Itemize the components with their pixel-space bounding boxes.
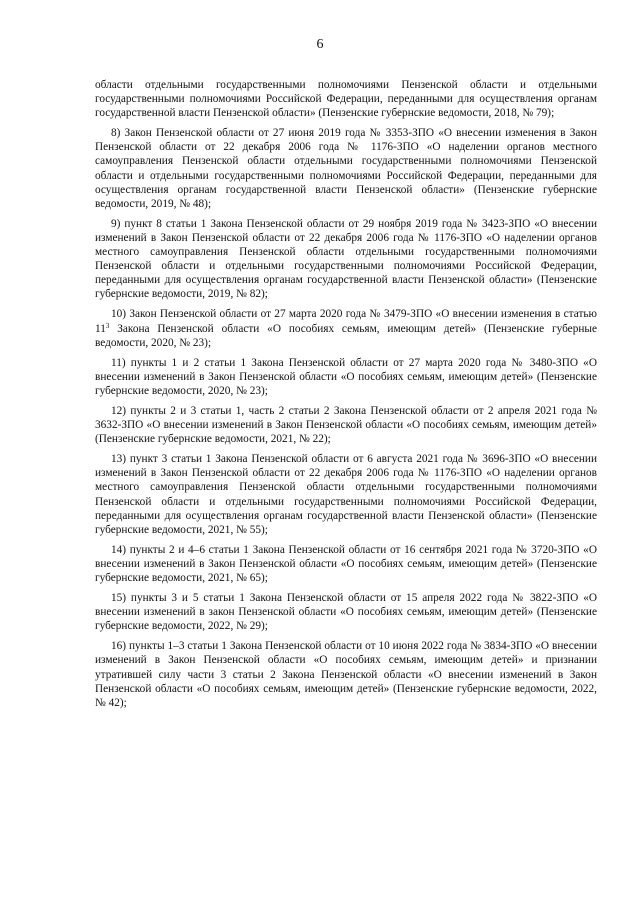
paragraph-continuation: области отдельными государственными полномочиями Пензенской области и отдельными государственными полномочиями Российской Федерации, переданными для осуществления органам государственной власти Пензенской области» (Пензенские губернские ведомости, 2018, № 79); [95, 79, 597, 120]
list-item-16: 16) пункты 1–3 статьи 1 Закона Пензенской области от 10 июня 2022 года № 3834-ЗПО «О внесении изменений в Закон Пензенской области «О пособиях семьям, имеющим детей» и признании утратившей силу части 3 статьи 2 Закона Пензенской области «О внесении изменений в Закон Пензенской области «О пособиях семьям, имеющим детей» (Пензенские губернские ведомости, 2022, № 42); [95, 640, 597, 709]
list-item-14: 14) пункты 2 и 4–6 статьи 1 Закона Пензенской области от 16 сентября 2021 года № 3720-ЗПО «О внесении изменений в Закон Пензенской области «О пособиях семьям, имеющим детей» (Пензенские губернские ведомости, 2021, № 65); [95, 543, 597, 584]
list-item-13: 13) пункт 3 статьи 1 Закона Пензенской области от 6 августа 2021 года № 3696-ЗПО «О внесении изменений в Закон Пензенской области от 22 декабря 2006 года № 1176-ЗПО «О наделении органов местного самоуправления Пензенской области отдельными государственными полномочиями Пензенской области и отдельными государственными полномочиями Российской Федерации, переданными для осуществления органам государственной власти Пензенской области» (Пензенские губернские ведомости, 2021, № 55); [95, 453, 597, 536]
list-item-15: 15) пункты 3 и 5 статьи 1 Закона Пензенской области от 15 апреля 2022 года № 3822-ЗПО «О внесении изменений в закон Пензенской области «О пособиях семьям, имеющим детей» (Пензенские губернские ведомости, 2022, № 29); [95, 592, 597, 633]
page-number: 6 [316, 37, 324, 52]
list-item-9: 9) пункт 8 статьи 1 Закона Пензенской области от 29 ноября 2019 года № 3423-ЗПО «О внесении изменений в Закон Пензенской области от 22 декабря 2006 года № 1176-ЗПО «О наделении органов местного самоуправления Пензенской области отдельными государственными полномочиями Пензенской области и отдельными государственными полномочиями Российской Федерации, переданными для осуществления органам государственной власти Пензенской области» (Пензенские губернские ведомости, 2019, № 82); [95, 217, 597, 301]
list-item-10-text-after: Закона Пензенской области «О пособиях семьям, имеющим детей» (Пензенские губерные ведомости, 2020, № 23); [95, 322, 597, 349]
list-item-12: 12) пункты 2 и 3 статьи 1, часть 2 статьи 2 Закона Пензенской области от 2 апреля 2021 года № 3632-ЗПО «О внесении изменений в Закон Пензенской области «О пособиях семьям, имеющим детей» (Пензенские губернские ведомости, 2021, № 22); [95, 404, 597, 446]
list-item-8: 8) Закон Пензенской области от 27 июня 2019 года № 3353-ЗПО «О внесении изменения в Закон Пензенской области от 22 декабря 2006 года № 1176-ЗПО «О наделении органов местного самоуправления Пензенской области отдельными государственными полномочиями Пензенской области и отдельными государственными полномочиями Российской Федерации, переданными для осуществления органам государственной власти Пензенской области» (Пензенские губернские ведомости, 2019, № 48); [95, 127, 597, 210]
superscript: 3 [105, 321, 110, 330]
list-item-10-text-before: 10) Закон Пензенской области от 27 марта 2020 года № 3479-ЗПО «О внесении изменения в статью 11 [95, 308, 597, 335]
document-body [95, 78, 597, 716]
list-item-11: 11) пункты 1 и 2 статьи 1 Закона Пензенской области от 27 марта 2020 года № 3480-ЗПО «О внесении изменений в Закон Пензенской области «О пособиях семьям, имеющим детей» (Пензенские губернские ведомости, 2020, № 23); [95, 356, 597, 397]
list-item-10 [95, 307, 597, 349]
